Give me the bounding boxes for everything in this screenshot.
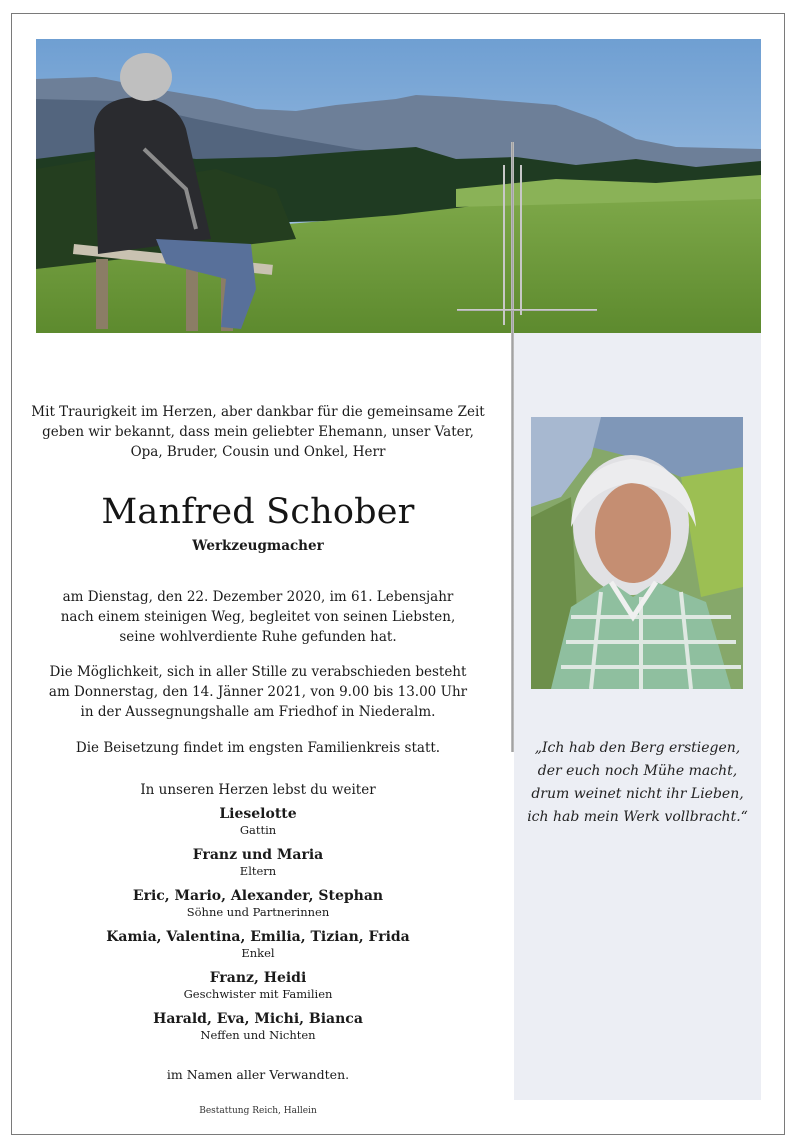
farewell-notice: [24, 662, 492, 722]
cross-accent-line: [503, 165, 505, 325]
quote-line: drum weinet nicht ihr Lieben,: [531, 786, 744, 802]
death-line: am Dienstag, den 22. Dezember 2020, im 61. Lebensjahr: [62, 589, 454, 605]
farewell-line: am Donnerstag, den 14. Jänner 2021, von 9.00 bis 13.00 Uhr: [48, 684, 468, 700]
family-role: Eltern: [239, 864, 277, 878]
quote-line: ich hab mein Werk vollbracht.“: [527, 809, 748, 825]
deceased-profession: Werkzeugmacher: [192, 538, 324, 554]
family-role: Enkel: [241, 946, 275, 960]
closing-text: im Namen aller Verwandten.: [166, 1067, 350, 1082]
family-group: [24, 929, 492, 960]
death-line: seine wohlverdiente Ruhe gefunden hat.: [119, 629, 397, 645]
family-role: Geschwister mit Familien: [183, 987, 333, 1001]
family-names: Franz und Maria: [192, 847, 324, 863]
death-line: nach einem steinigen Weg, begleitet von seinen Liebsten,: [60, 609, 456, 625]
memorial-cross-horizontal: [457, 309, 597, 311]
intro-line: Mit Traurigkeit im Herzen, aber dankbar für die gemeinsame Zeit: [31, 404, 485, 420]
family-names: Harald, Eva, Michi, Bianca: [153, 1011, 363, 1027]
portrait-photo: [531, 417, 743, 689]
quote-line: der euch noch Mühe macht,: [537, 763, 738, 779]
family-names: Kamia, Valentina, Emilia, Tizian, Frida: [106, 929, 410, 945]
family-group: [24, 847, 492, 878]
family-names: Franz, Heidi: [209, 970, 307, 986]
deceased-name: Manfred Schober: [101, 492, 415, 532]
farewell-line: Die Möglichkeit, sich in aller Stille zu verabschieden besteht: [49, 664, 467, 680]
family-role: Gattin: [239, 823, 277, 837]
intro-line: geben wir bekannt, dass mein geliebter Ehemann, unser Vater,: [42, 424, 474, 440]
family-group: [24, 888, 492, 919]
funeral-home-footer: Bestattung Reich, Hallein: [199, 1106, 317, 1116]
family-names: Eric, Mario, Alexander, Stephan: [132, 888, 384, 904]
quote-line: „Ich hab den Berg erstiegen,: [534, 740, 741, 756]
memorial-quote: [520, 737, 755, 829]
death-notice: [24, 587, 492, 647]
family-group: [24, 806, 492, 837]
family-names: Lieselotte: [219, 806, 297, 822]
burial-notice: Die Beisetzung findet im engsten Familienkreis statt.: [75, 740, 441, 756]
family-role: Söhne und Partnerinnen: [186, 905, 330, 919]
family-group: [24, 1011, 492, 1042]
farewell-line: in der Aussegnungshalle am Friedhof in Niederalm.: [80, 704, 436, 720]
cross-accent-line: [520, 165, 522, 315]
family-role: Neffen und Nichten: [200, 1028, 316, 1042]
family-group: [24, 970, 492, 1001]
intro-text: [24, 402, 492, 462]
family-list: [24, 806, 492, 1052]
landscape-photo: [36, 39, 761, 333]
lives-on-text: In unseren Herzen lebst du weiter: [140, 782, 376, 798]
intro-line: Opa, Bruder, Cousin und Onkel, Herr: [130, 444, 386, 460]
